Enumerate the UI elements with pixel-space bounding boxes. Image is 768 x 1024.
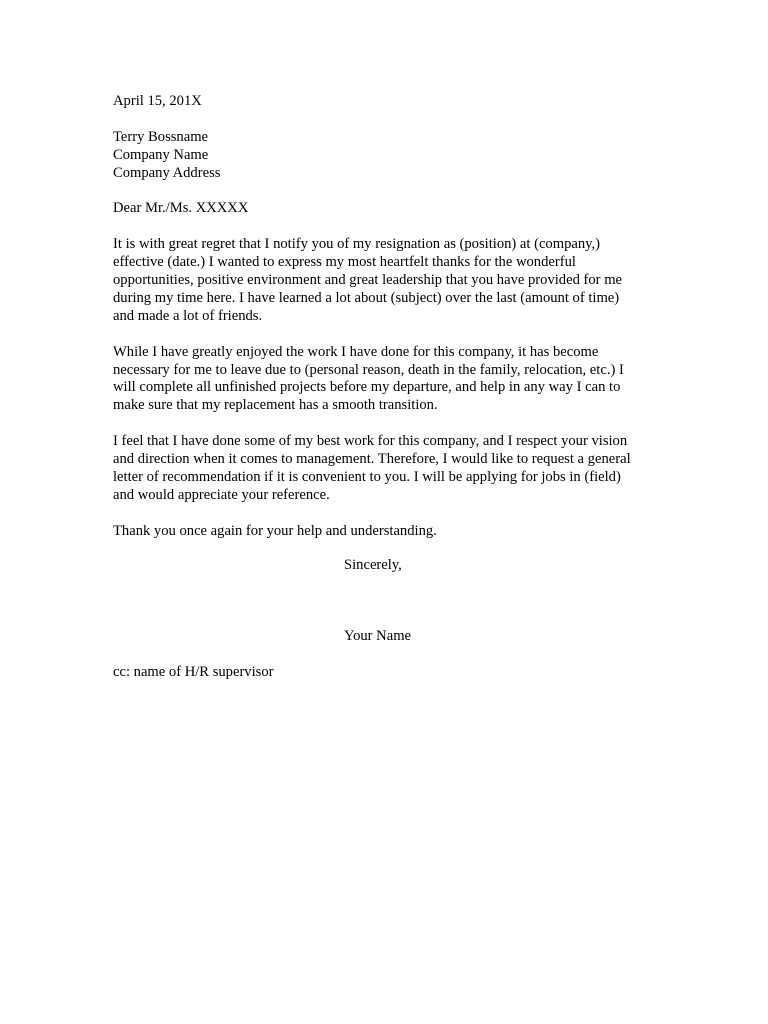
- spacer: [113, 111, 658, 129]
- paragraph-line: necessary for me to leave due to (personal reason, death in the family, relocation, etc.) I: [113, 361, 624, 378]
- spacer: [113, 415, 658, 433]
- letter-body: [113, 93, 658, 541]
- spacer: [113, 218, 658, 236]
- paragraph-line: during my time here. I have learned a lot about (subject) over the last (amount of time): [113, 289, 620, 306]
- closing: Sincerely,: [344, 557, 402, 573]
- cc-line: cc: name of H/R supervisor: [113, 664, 274, 680]
- signature-name: Your Name: [344, 628, 412, 644]
- paragraph-3: [113, 433, 658, 505]
- paragraph-line: make sure that my replacement has a smooth transition.: [113, 397, 438, 414]
- salutation: Dear Mr./Ms. XXXXX: [113, 200, 249, 217]
- paragraph-line: Thank you once again for your help and understanding.: [113, 522, 437, 539]
- spacer: [113, 505, 658, 523]
- paragraph-line: and direction when it comes to management. Therefore, I would like to request a general: [113, 451, 631, 468]
- spacer: [113, 183, 658, 201]
- recipient-company: Company Name: [113, 146, 209, 163]
- paragraph-line: While I have greatly enjoyed the work I have done for this company, it has become: [113, 343, 599, 360]
- recipient-block: [113, 129, 658, 183]
- paragraph-4: [113, 523, 658, 541]
- recipient-address: Company Address: [113, 164, 221, 181]
- paragraph-line: effective (date.) I wanted to express my most heartfelt thanks for the wonderful: [113, 254, 576, 271]
- recipient-name: Terry Bossname: [113, 128, 209, 145]
- paragraph-line: will complete all unfinished projects before my departure, and help in any way I can to: [113, 379, 621, 396]
- paragraph-line: letter of recommendation if it is convenient to you. I will be applying for jobs in (field): [113, 468, 621, 485]
- paragraph-line: I feel that I have done some of my best work for this company, and I respect your vision: [113, 433, 628, 450]
- paragraph-line: It is with great regret that I notify you of my resignation as (position) at (company,): [113, 236, 601, 253]
- spacer: [113, 326, 658, 344]
- paragraph-2: [113, 344, 658, 416]
- paragraph-1: [113, 236, 658, 326]
- paragraph-line: and would appreciate your reference.: [113, 486, 330, 503]
- letter-date: April 15, 201X: [113, 93, 202, 109]
- paragraph-line: opportunities, positive environment and great leadership that you have provided for me: [113, 272, 623, 289]
- paragraph-line: and made a lot of friends.: [113, 307, 263, 324]
